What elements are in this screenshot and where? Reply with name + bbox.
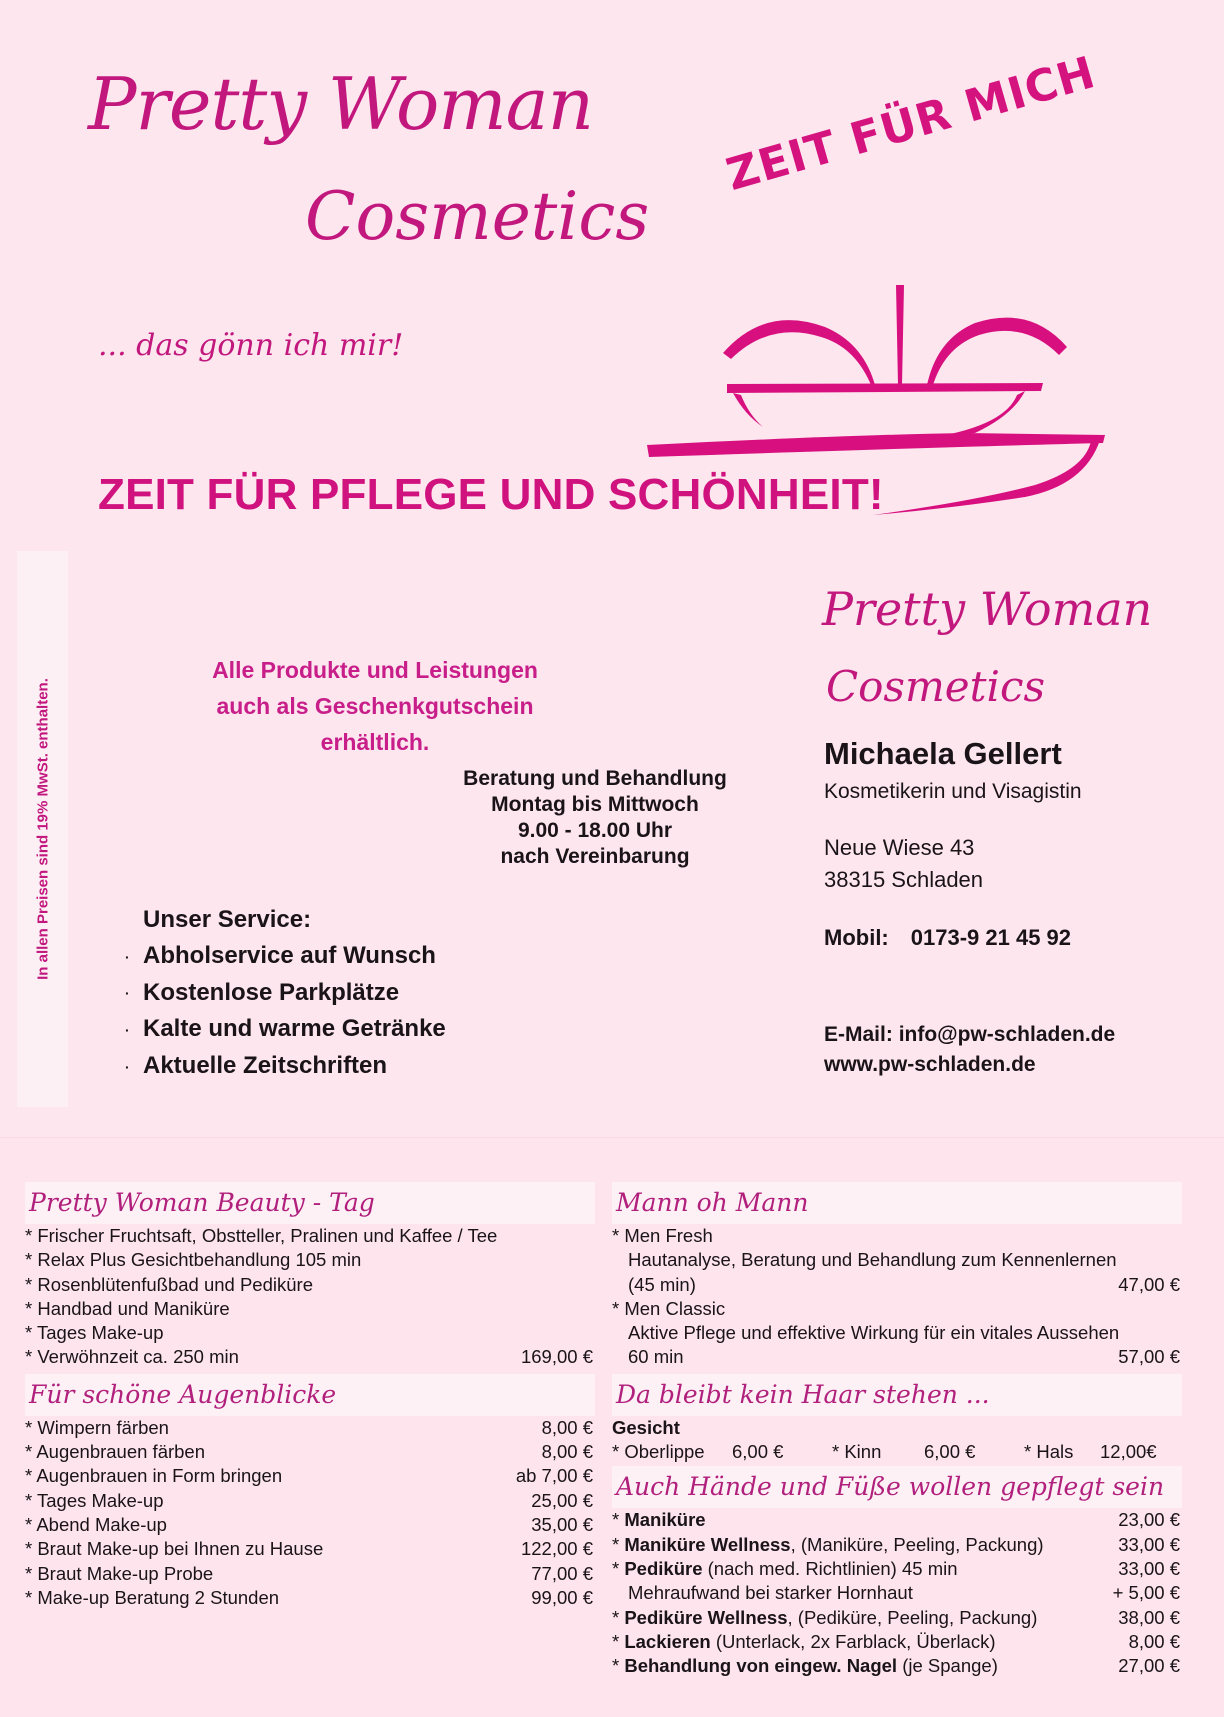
- headline: ZEIT FÜR PFLEGE UND SCHÖNHEIT!: [98, 470, 884, 519]
- price-row: * Wimpern färben 8,00 €: [25, 1416, 593, 1438]
- voucher-line: Alle Produkte und Leistungen: [212, 657, 538, 683]
- contact-web: [824, 1020, 1115, 1080]
- bullet-icon: ·: [125, 1021, 130, 1038]
- price-row: * Pediküre (nach med. Richtlinien) 45 min 33,00 €: [612, 1557, 1180, 1579]
- service-item: · Kostenlose Parkplätze: [125, 975, 446, 1012]
- price-row: * Braut Make-up bei Ihnen zu Hause 122,00 €: [25, 1538, 593, 1560]
- slogan-zeit-fuer-mich: ZEIT FÜR MICH: [720, 46, 1102, 201]
- price-column-right: [612, 1182, 1182, 1678]
- price-row: * Handbad und Maniküre: [25, 1297, 230, 1319]
- vat-note-strip: [17, 551, 68, 1107]
- logo-cosmetics: Cosmetics: [305, 178, 650, 255]
- service-item: · Kalte und warme Getränke: [125, 1011, 446, 1048]
- subsection-face: Gesicht: [612, 1416, 680, 1438]
- price-row: * Make-up Beratung 2 Stunden 99,00 €: [25, 1586, 593, 1608]
- opening-hours: [420, 766, 770, 870]
- price-row: 60 min 57,00 €: [628, 1346, 1180, 1368]
- price-row: * Relax Plus Gesichtbehandlung 105 min: [25, 1249, 362, 1271]
- section-eyes-header: Für schöne Augenblicke: [25, 1374, 595, 1416]
- hours-line: Montag bis Mittwoch: [491, 793, 699, 816]
- price-row: * Frischer Fruchtsaft, Obstteller, Pralinen und Kaffee / Tee: [25, 1225, 498, 1246]
- website-link[interactable]: www.pw-schladen.de: [824, 1053, 1036, 1076]
- section-hair-removal-header: Da bleibt kein Haar stehen ...: [612, 1374, 1182, 1416]
- vat-note: In allen Preisen sind 19% MwSt. enthalten.: [34, 678, 51, 980]
- price-row: * Maniküre Wellness, (Maniküre, Peeling, Packung) 33,00 €: [612, 1533, 1180, 1555]
- price-row: * Behandlung von eingew. Nagel (je Spange) 27,00 €: [612, 1655, 1180, 1677]
- bullet-icon: ·: [125, 1058, 130, 1075]
- email-link[interactable]: info@pw-schladen.de: [898, 1023, 1116, 1046]
- price-column-left: [25, 1182, 595, 1610]
- logo-pretty-woman: Pretty Woman: [88, 62, 593, 146]
- price-row: * Rosenblütenfußbad und Pediküre: [25, 1273, 313, 1295]
- service-item: · Aktuelle Zeitschriften: [125, 1048, 446, 1085]
- gift-voucher-note: [150, 652, 600, 760]
- hours-line: nach Vereinbarung: [500, 845, 690, 868]
- price-row: * Braut Make-up Probe 77,00 €: [25, 1562, 593, 1584]
- contact-address: [824, 832, 983, 896]
- price-row: * Augenbrauen in Form bringen ab 7,00 €: [25, 1465, 593, 1487]
- section-men-header: Mann oh Mann: [612, 1182, 1182, 1224]
- price-row: * Men Classic: [612, 1297, 726, 1319]
- mobile-number[interactable]: 0173-9 21 45 92: [910, 925, 1072, 950]
- address-city: 38315 Schladen: [824, 867, 984, 892]
- price-row: * Pediküre Wellness, (Pediküre, Peeling, Packung) 38,00 €: [612, 1606, 1180, 1628]
- price-row: * Tages Make-up 25,00 €: [25, 1489, 593, 1511]
- mobile-label: Mobil:: [824, 925, 889, 950]
- address-street: Neue Wiese 43: [824, 835, 975, 860]
- contact-role: Kosmetikerin und Visagistin: [824, 780, 1082, 803]
- section-beauty-day-header: Pretty Woman Beauty - Tag: [25, 1182, 595, 1224]
- price-row: * Augenbrauen färben 8,00 €: [25, 1441, 593, 1463]
- contact-mobile: [824, 925, 1071, 951]
- section-hands-feet-header: Auch Hände und Füße wollen gepflegt sein: [612, 1466, 1182, 1508]
- price-row: (45 min) 47,00 €: [628, 1273, 1180, 1295]
- bullet-icon: ·: [125, 985, 130, 1002]
- service-title: Unser Service:: [143, 906, 312, 933]
- price-row: * Lackieren (Unterlack, 2x Farblack, Überlack) 8,00 €: [612, 1630, 1180, 1652]
- voucher-line: erhältlich.: [320, 729, 430, 755]
- price-row: * Maniküre 23,00 €: [612, 1509, 1180, 1531]
- service-item: · Abholservice auf Wunsch: [125, 938, 446, 975]
- price-row: * Verwöhnzeit ca. 250 min 169,00 €: [25, 1346, 593, 1368]
- price-row-detail: Aktive Pflege und effektive Wirkung für ein vitales Aussehen: [628, 1322, 1120, 1344]
- tagline: ... das gönn ich mir!: [98, 328, 404, 363]
- contact-logo-cosmetics: Cosmetics: [826, 662, 1046, 711]
- contact-logo-pretty-woman: Pretty Woman: [822, 582, 1153, 636]
- hours-line: 9.00 - 18.00 Uhr: [517, 819, 673, 842]
- price-row-face: * Oberlippe 6,00 € * Kinn 6,00 € * Hals 12,00€: [612, 1441, 1157, 1463]
- voucher-line: auch als Geschenkgutschein: [216, 693, 534, 719]
- price-row-detail: Hautanalyse, Beratung und Behandlung zum Kennenlernen: [628, 1249, 1117, 1271]
- contact-name: Michaela Gellert: [824, 736, 1062, 771]
- hours-line: Beratung und Behandlung: [463, 767, 727, 790]
- email-label: E-Mail:: [824, 1023, 893, 1046]
- price-row: * Tages Make-up: [25, 1322, 164, 1344]
- price-row: * Men Fresh: [612, 1225, 713, 1246]
- price-row: * Abend Make-up 35,00 €: [25, 1513, 593, 1535]
- service-list: [125, 902, 446, 1085]
- bullet-icon: ·: [125, 948, 130, 965]
- price-row: Mehraufwand bei starker Hornhaut + 5,00 €: [628, 1582, 1180, 1604]
